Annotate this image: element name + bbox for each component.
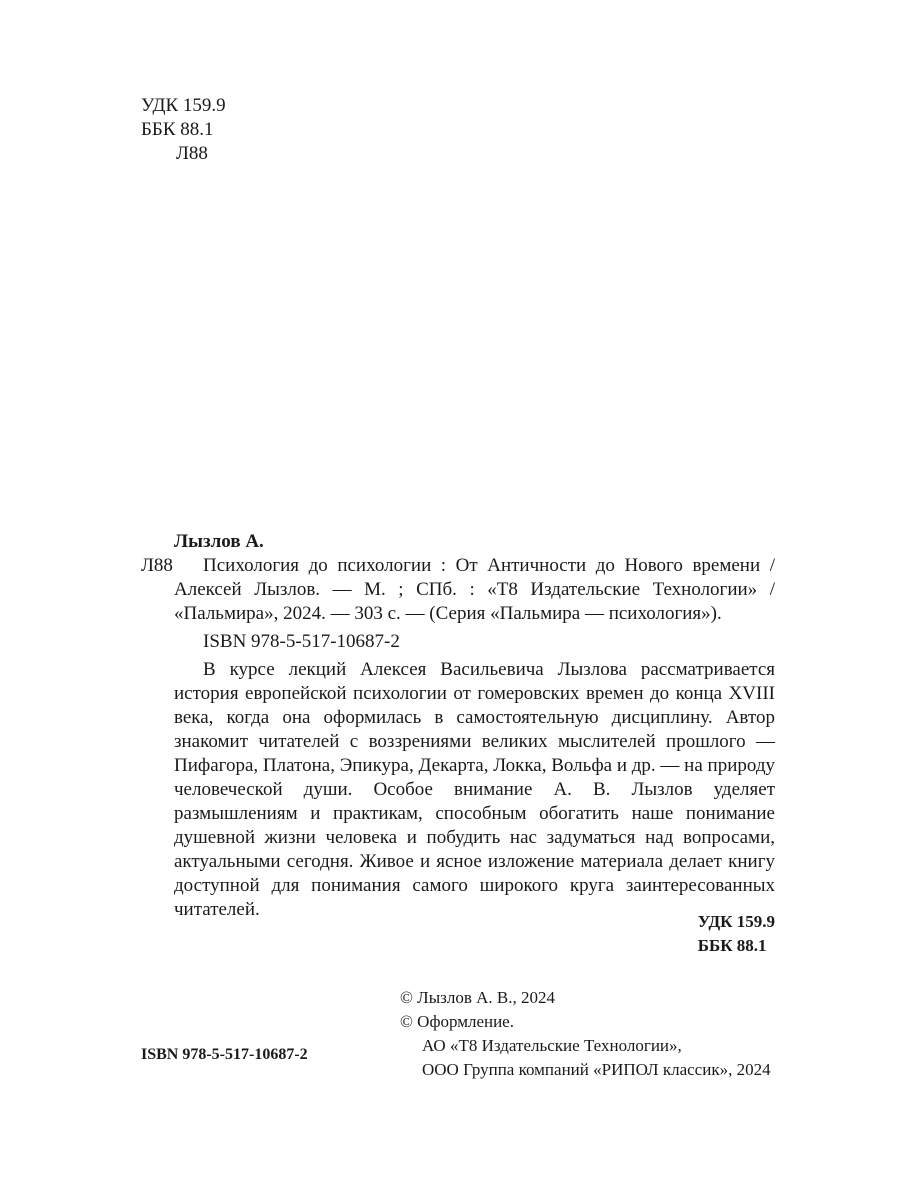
description-text: Психология до психологии : От Античности до Нового времени / Алексей Лызлов. — М. ; СПб. : «Т8 Издательские Технологии» / «Пальмира», 2024. — 303 с. — (Серия «Пальмира — психология»). [174,555,775,624]
author-mark-entry: Л88 [141,555,173,576]
author-mark-top: Л88 [176,143,208,164]
publisher-line-1: АО «Т8 Издательские Технологии», [422,1036,682,1055]
isbn-footer: ISBN 978-5-517-10687-2 [141,1046,308,1063]
udk-code-top: УДК 159.9 [141,95,226,116]
bibliographic-description [141,554,775,626]
right-classification-codes [698,910,775,958]
bbk-code-top: ББК 88.1 [141,119,214,140]
annotation-text: В курсе лекций Алексея Васильевича Лызлова рассматривается история европейской психологии от гомеровских времен до конца XVIII века, когда она оформилась в самостоятельную дисциплину. Автор знакомит читателей с воззрениями великих мыслителей прошлого — Пифагора, Платона, Эпикура, Декарта, Локка, Вольфа и др. — на природу человеческой души. Особое внимание А. В. Лызлов уделяет размышлениям и практикам, способным обогатить наше понимание душевной жизни человека и побудить нас задуматься над вопросами, актуальными сегодня. Живое и ясное изложение материала делает книгу доступной для понимания самого широкого круга заинтересованных читателей. [174,659,775,920]
author-heading: Лызлов А. [174,531,264,552]
copyright-author: © Лызлов А. В., 2024 [400,988,555,1007]
publisher-line-2: ООО Группа компаний «РИПОЛ классик», 2024 [422,1060,771,1079]
udk-code-right: УДК 159.9 [697,912,775,931]
copyright-design: © Оформление. [400,1012,514,1031]
bbk-code-right: ББК 88.1 [697,936,767,955]
copyright-block [400,986,771,1082]
isbn-entry: ISBN 978-5-517-10687-2 [203,631,400,652]
top-classification-codes [141,94,226,166]
bibliographic-record [141,530,775,922]
